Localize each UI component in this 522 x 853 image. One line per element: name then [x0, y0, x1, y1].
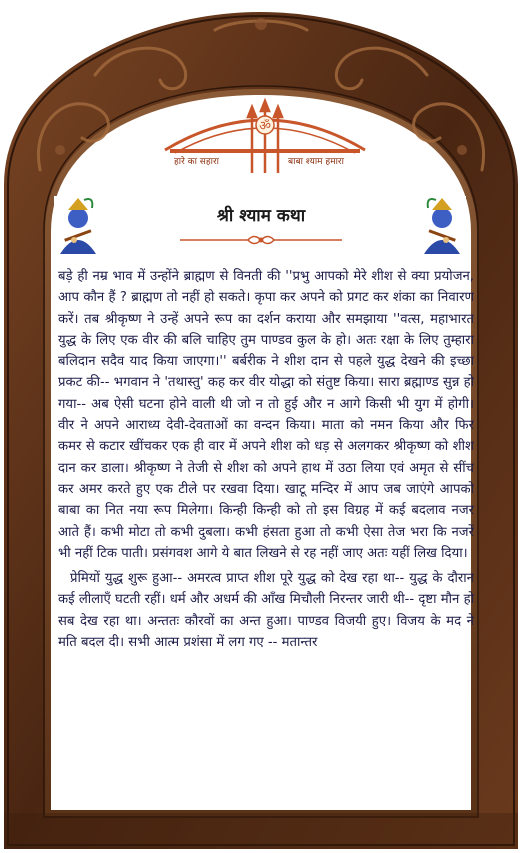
tagline-right: बाबा श्याम हमारा [288, 157, 344, 167]
story-paragraph-2: प्रेमियों युद्ध शुरू हुआ-- अमरत्व प्राप्त शीश पूरे युद्ध को देख रहा था-- युद्ध के दौरान कई लीलाएँ घटती रहीं। धर्म और अधर्म की आँख मिचौली निरन्तर जारी थी-- दृष्टा मौन हो सब देख रहा था। अन्ततः कौरवों का अन्त हुआ। पाण्डव विजयी हुए। विजय के मद ने मति बदल दी। सभी आत्म प्रशंसा में लग गए -- मतान्तर [58, 571, 474, 651]
title-divider-ornament [176, 232, 346, 248]
page-title: श्री श्याम कथा [216, 206, 306, 226]
story-body [58, 266, 474, 806]
story-paragraph-1: बड़े ही नम्र भाव में उन्होंने ब्राह्मण से विनती की ''प्रभु आपको मेरे शीश से क्या प्रयोजन, आप कौन हैं ? ब्राह्मण तो नहीं हो सकते। कृपा कर अपने को प्रगट कर शंका का निवारण करें। तब श्रीकृष्ण ने उन्हें अपने रूप का दर्शन कराया और समझाया ''वत्स, महाभारत युद्ध के लिए एक वीर की बलि चाहिए तुम पाण्डव कुल के हो। अतः रक्षा के लिए तुम्हारा बलिदान सदैव याद किया जाएगा।'' बर्बरीक ने शीश दान से पहले युद्ध देखने की इच्छा प्रकट की-- भगवान ने 'तथास्तु' कह कर वीर योद्धा को संतुष्ट किया। सारा ब्रह्माण्ड सुन्न हो गया-- अब ऐसी घटना होने वाली थी जो न तो हुई और न आगे किसी भी युग में होगी। वीर ने अपने आराध्य देवी-देवताओं का वन्दन किया। माता को नमन किया और फिर कमर से कटार खींचकर एक ही वार में अपने शीश को धड़ से अलगकर श्रीकृष्ण को शीश दान कर डाला। श्रीकृष्ण ने तेजी से शीश को अपने हाथ में उठा लिया एवं अमृत से सींच कर अमर करते हुए एक टीले पर रखवा दिया। खाटू मन्दिर में आप जब जाएंगे आपको बाबा का नित नया रूप मिलेगा। किन्ही किन्ही को तो इस विग्रह में कई बदलाव नजर आते हैं। कभी मोटा तो कभी दुबला। कभी हंसता हुआ तो कभी ऐसा तेज भरा कि नजरें भी नहीं टिक पाती। प्रसंगवश आगे ये बात लिखने से रह नहीं जाए अतः यहीं लिख दिया। [58, 269, 474, 561]
tagline-left: हारे का सहारा [174, 157, 219, 167]
om-symbol: ॐ [259, 119, 271, 134]
